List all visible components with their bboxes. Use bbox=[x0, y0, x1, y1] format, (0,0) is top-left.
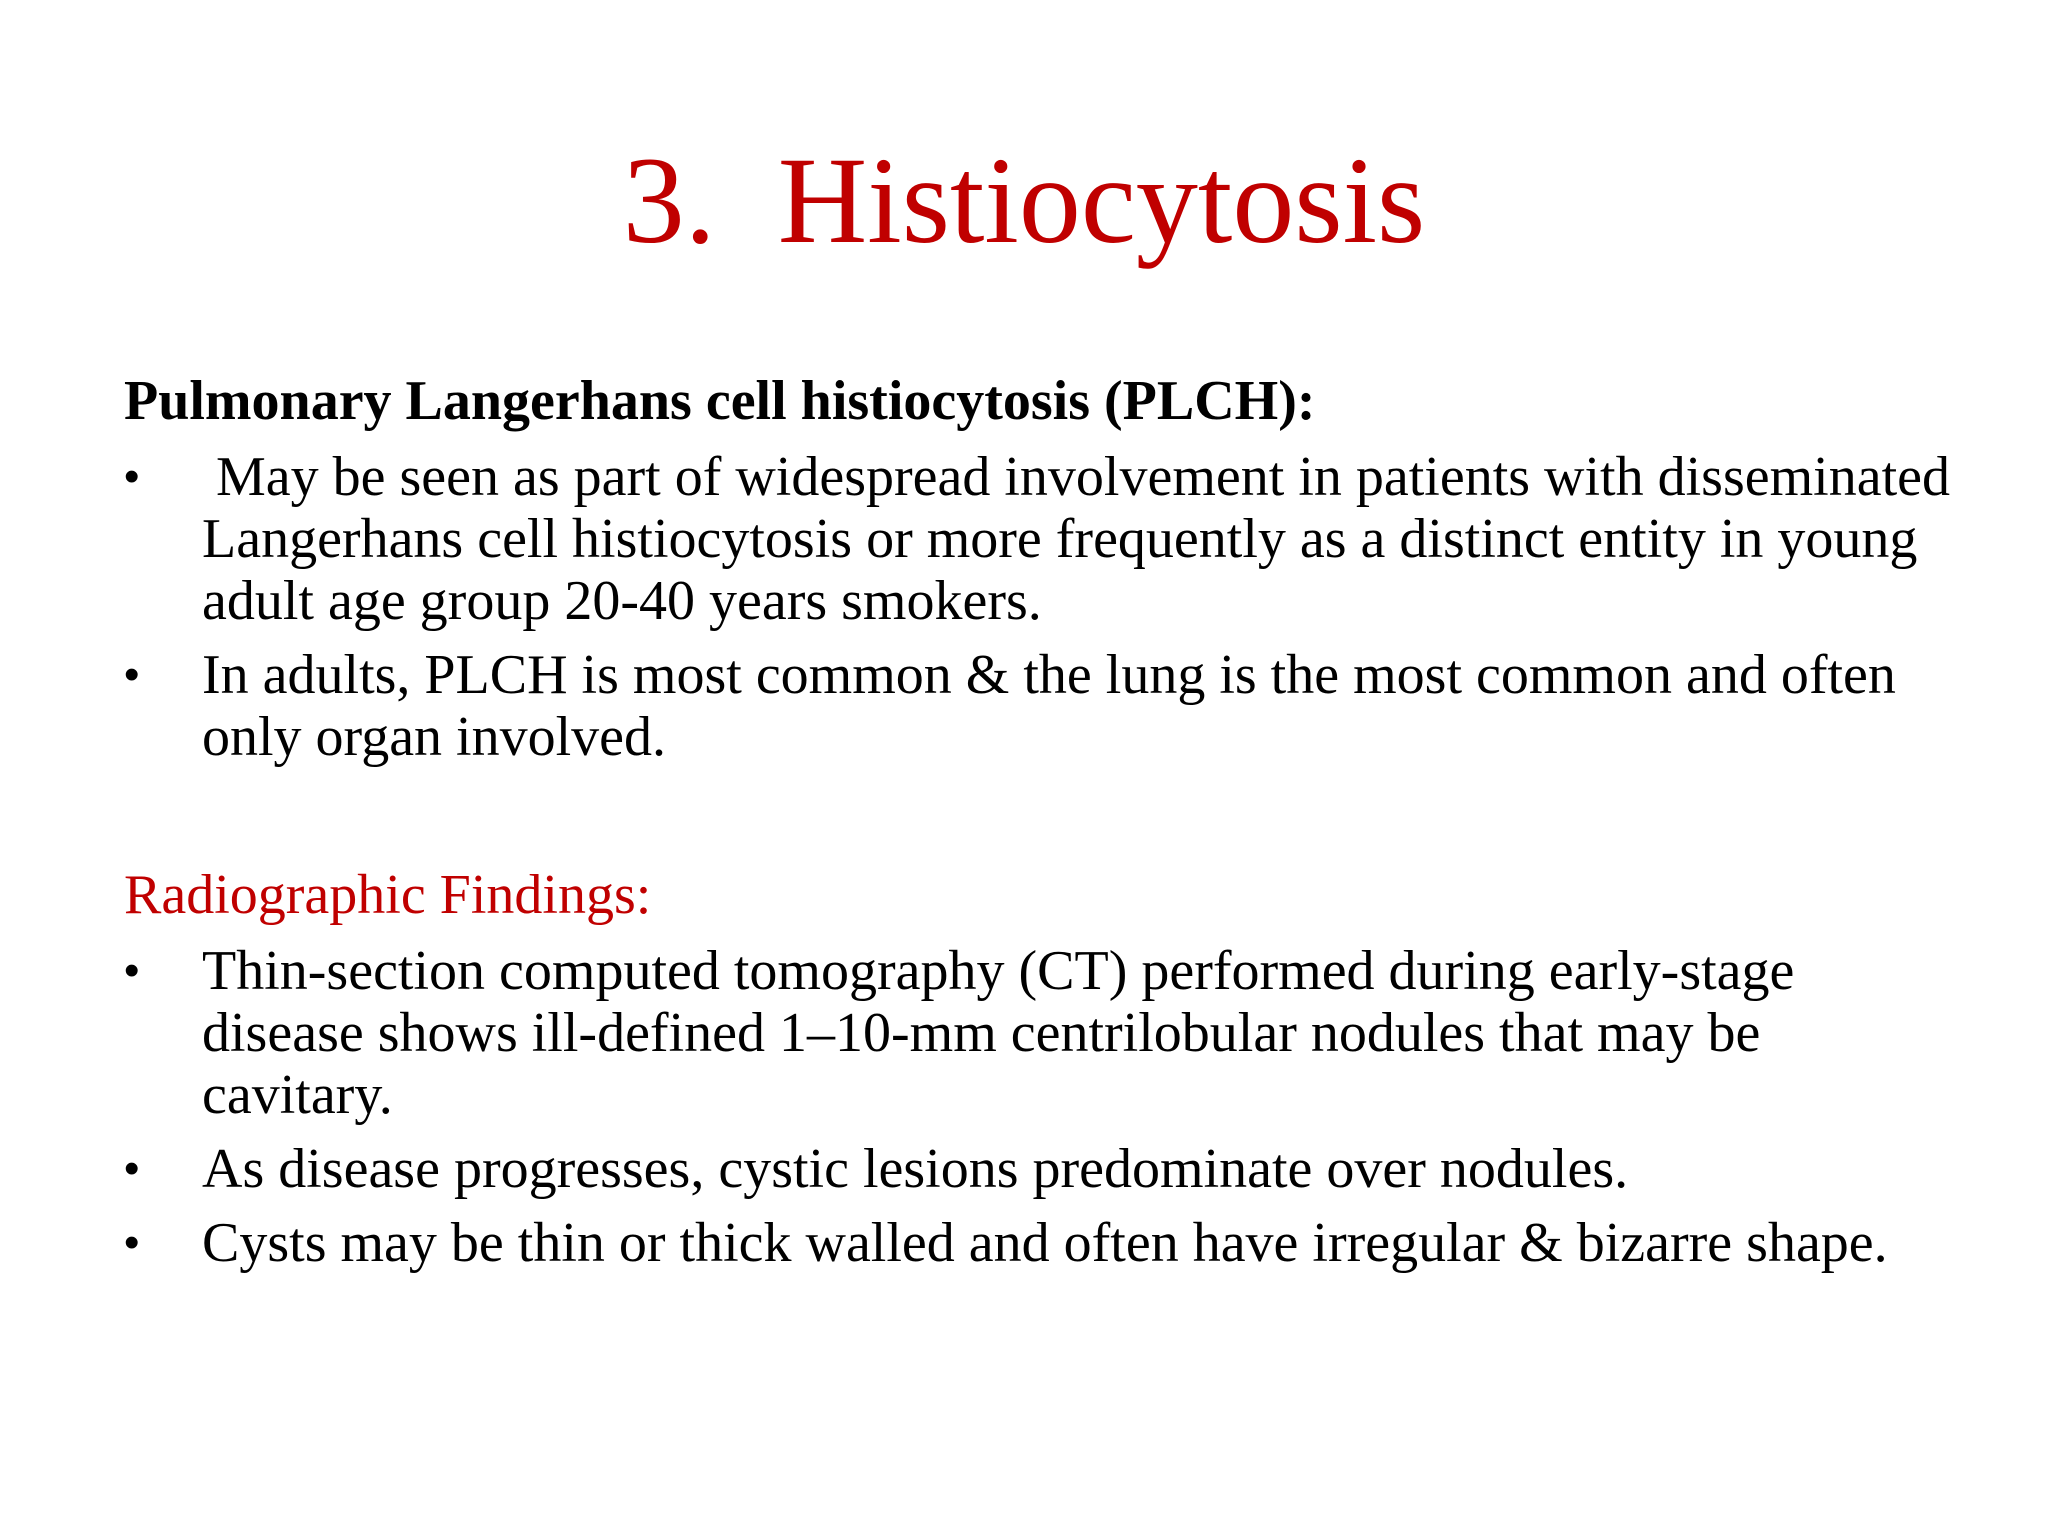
title-text: Histiocytosis bbox=[777, 132, 1426, 269]
list-item bbox=[124, 1212, 1954, 1274]
list-item bbox=[124, 446, 1954, 632]
bullet-text: Thin-section computed tomography (CT) performed during early-stage disease shows ill-defined 1–10-mm centrilobular nodules that may be cavitary. bbox=[202, 940, 1795, 1126]
bullet-icon: • bbox=[124, 1144, 140, 1193]
list-item bbox=[124, 644, 1954, 768]
radiographic-findings-heading: Radiographic Findings: bbox=[124, 864, 652, 926]
title-number: 3. bbox=[622, 132, 716, 269]
slide-content bbox=[124, 368, 1954, 1274]
bullet-text: May be seen as part of widespread involvement in patients with disseminated Langerhans cell histiocytosis or more frequently as a distinct entity in young adult age group 20-40 years smokers. bbox=[202, 446, 1951, 632]
slide-title bbox=[0, 126, 2048, 276]
findings-bullet-list bbox=[124, 940, 1954, 1274]
list-item bbox=[124, 1138, 1954, 1200]
plch-bullet-list bbox=[124, 446, 1954, 768]
bullet-text: Cysts may be thin or thick walled and often have irregular & bizarre shape. bbox=[202, 1212, 1888, 1274]
bullet-icon: • bbox=[124, 650, 140, 699]
bullet-icon: • bbox=[124, 452, 140, 501]
bullet-icon: • bbox=[124, 1218, 140, 1267]
bullet-icon: • bbox=[124, 946, 140, 995]
section-gap bbox=[124, 768, 1954, 862]
bullet-text: In adults, PLCH is most common & the lung is the most common and often only organ involved. bbox=[202, 644, 1896, 768]
plch-heading: Pulmonary Langerhans cell histiocytosis (PLCH): bbox=[124, 370, 1316, 432]
list-item bbox=[124, 940, 1954, 1126]
bullet-text: As disease progresses, cystic lesions predominate over nodules. bbox=[202, 1138, 1629, 1200]
